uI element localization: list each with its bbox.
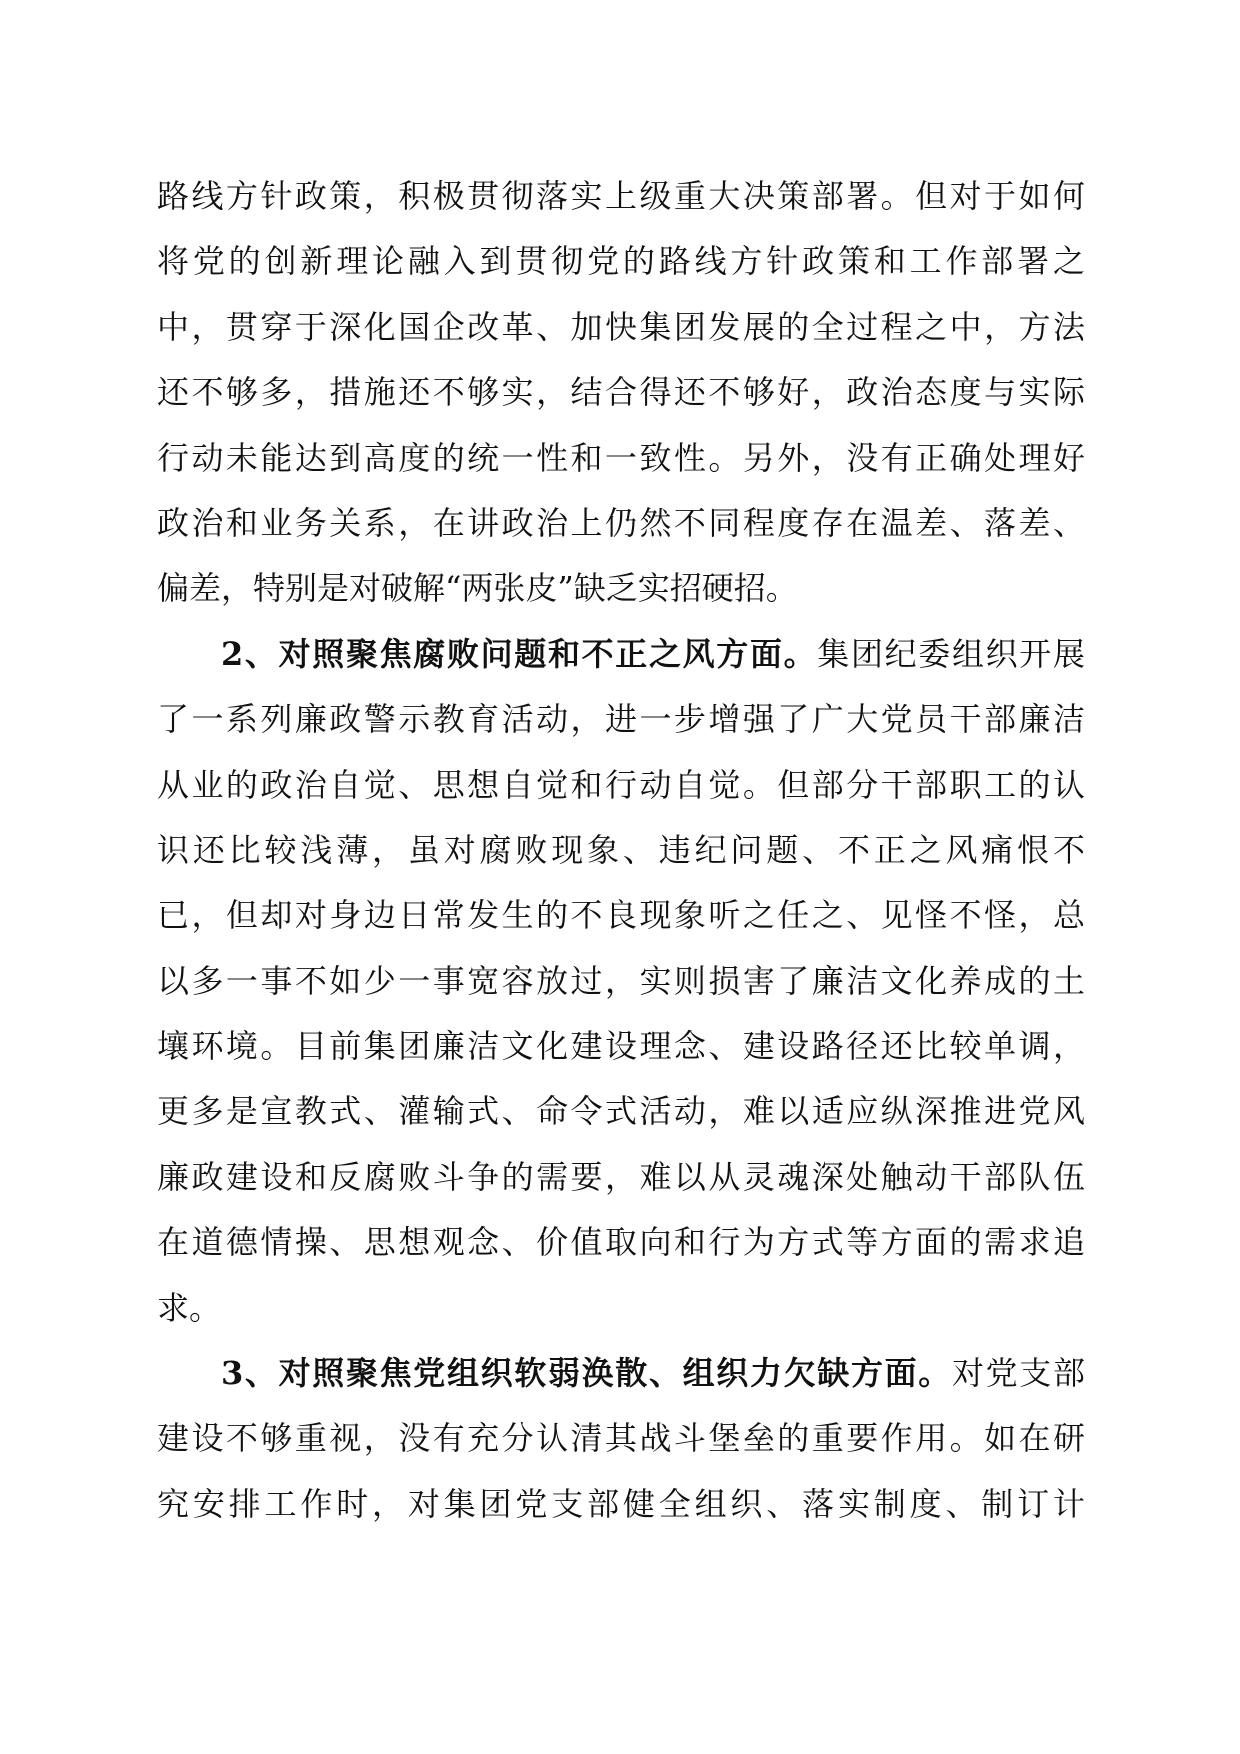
section-heading: 3、对照聚焦党组织软弱涣散、组织力欠缺方面。 [221,1354,952,1393]
body-line: 中，贯穿于深化国企改革、加快集团发展的全过程之中，方法 [157,307,1085,346]
body-text: 对党支部 [951,1354,1085,1393]
body-line: 偏差，特别是对破解“两张皮”缺乏实招硬招。 [157,569,798,608]
body-line: 还不够多，措施还不够实，结合得还不够好，政治态度与实际 [157,373,1085,412]
section-2-first-line [157,622,1085,687]
body-line: 更多是宣教式、灌输式、命令式活动，难以适应纵深推进党风 [157,1092,1085,1131]
body-line: 路线方针政策，积极贯彻落实上级重大决策部署。但对于如何 [157,177,1085,215]
section-heading: 2、对照聚焦腐败问题和不正之风方面。 [221,634,818,673]
body-line: 行动未能达到高度的统一性和一致性。另外，没有正确处理好 [157,438,1085,477]
section-3-first-line [157,1341,1085,1406]
body-line: 建设不够重视，没有充分认清其战斗堡垒的重要作用。如在研 [157,1419,1085,1458]
document-body [157,164,1085,1537]
body-line: 在道德情操、思想观念、价值取向和行为方式等方面的需求追 [157,1223,1085,1262]
body-line: 求。 [157,1288,222,1327]
body-line: 了一系列廉政警示教育活动，进一步增强了广大党员干部廉洁 [157,700,1085,739]
body-line: 以多一事不如少一事宽容放过，实则损害了廉洁文化养成的土 [157,961,1085,1000]
body-line: 已，但却对身边日常发生的不良现象听之任之、见怪不怪，总 [157,896,1085,935]
body-line: 壤环境。目前集团廉洁文化建设理念、建设路径还比较单调， [157,1027,1085,1066]
body-line: 从业的政治自觉、思想自觉和行动自觉。但部分干部职工的认 [157,765,1085,804]
body-line: 廉政建设和反腐败斗争的需要，难以从灵魂深处触动干部队伍 [157,1157,1085,1196]
body-line: 识还比较浅薄，虽对腐败现象、违纪问题、不正之风痛恨不 [157,830,1085,869]
body-text: 集团纪委组织开展 [817,634,1085,673]
body-line: 将党的创新理论融入到贯彻党的路线方针政策和工作部署之 [157,242,1085,281]
body-line: 究安排工作时，对集团党支部健全组织、落实制度、制订计 [157,1484,1085,1523]
body-line: 政治和业务关系，在讲政治上仍然不同程度存在温差、落差、 [157,503,1085,542]
